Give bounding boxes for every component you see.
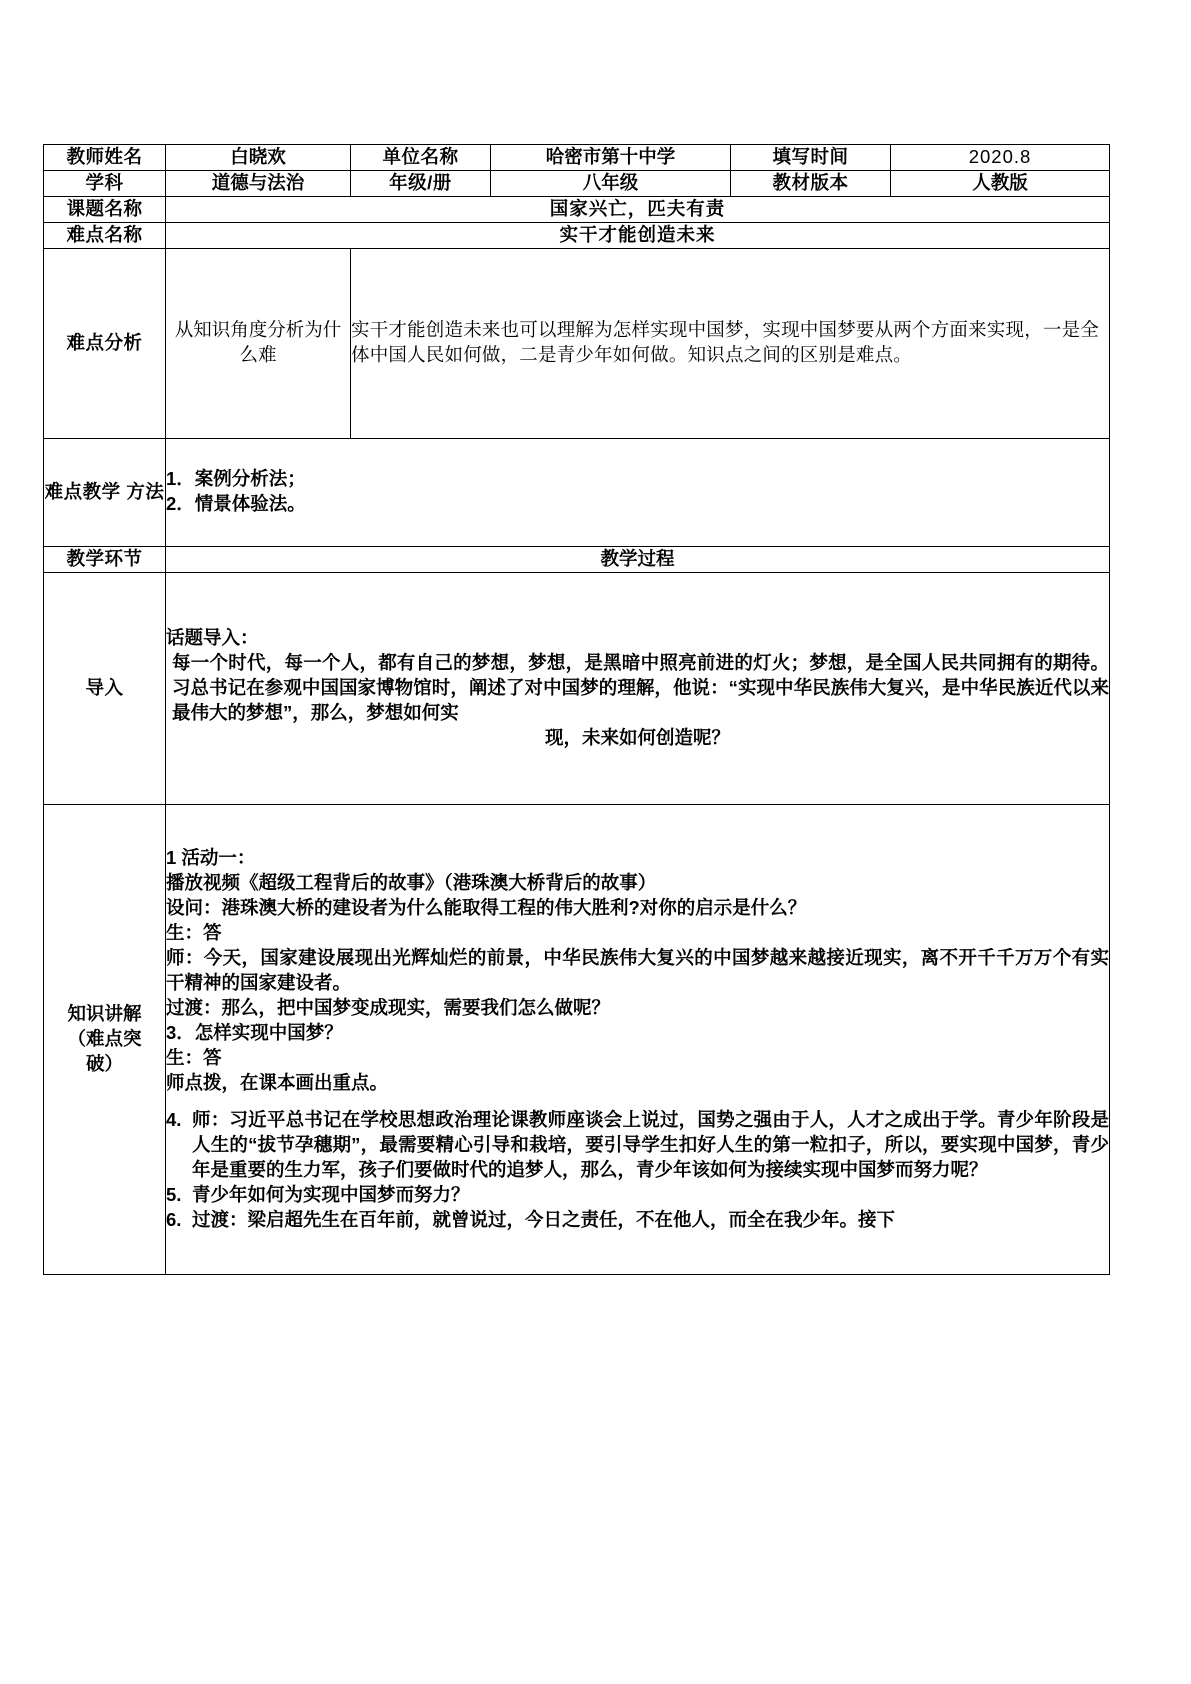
knowledge-label	[44, 804, 166, 1274]
topic-label: 课题名称	[44, 196, 166, 222]
table-row-teaching-method	[44, 438, 1110, 546]
teaching-method-label	[44, 438, 166, 546]
teaching-method-item-1: 1．案例分析法；	[166, 468, 306, 490]
knowledge-item-5-number: 5.	[166, 1183, 182, 1205]
knowledge-line-7: 生：答	[166, 1046, 222, 1068]
knowledge-line-3: 设问：港珠澳大桥的建设者为什么能取得工程的伟大胜利?对你的启示是什么？	[166, 897, 807, 919]
difficulty-analysis-sublabel: 从知识角度分析为什么难	[166, 248, 351, 438]
knowledge-item-5-text: 青少年如何为实现中国梦而努力？	[192, 1183, 470, 1205]
textbook-version-value: 人教版	[891, 170, 1110, 196]
knowledge-item-4-number: 4.	[166, 1108, 182, 1130]
knowledge-spacer	[166, 1096, 1109, 1108]
table-row-difficulty-name	[44, 222, 1110, 248]
teaching-method-body	[166, 438, 1110, 546]
difficulty-analysis-label: 难点分析	[44, 248, 166, 438]
knowledge-line-1: 1 活动一：	[166, 847, 256, 869]
knowledge-line-8: 师点拨，在课本画出重点。	[166, 1071, 389, 1093]
unit-name-label: 单位名称	[351, 145, 491, 171]
knowledge-label-line1: 知识讲解	[67, 1002, 142, 1024]
knowledge-label-line2: （难点突	[67, 1027, 142, 1049]
table-row-subject-info	[44, 170, 1110, 196]
process-header-value: 教学过程	[166, 546, 1110, 572]
subject-label: 学科	[44, 170, 166, 196]
knowledge-item-4-text: 师：习近平总书记在学校思想政治理论课教师座谈会上说过，国势之强由于人，人才之成出于学。青少年阶段是人生的“拔节孕穗期”，最需要精心引导和栽培，要引导学生扣好人生的第一粒扣子，所以，要实现中国梦，青少年是重要的生力军，孩子们要做时代的追梦人，那么，青少年该如何为接续实现中国梦而努力呢？	[192, 1108, 1109, 1180]
knowledge-line-5: 过渡：那么，把中国梦变成现实，需要我们怎么做呢？	[166, 996, 611, 1018]
knowledge-label-line3: 破）	[85, 1052, 123, 1074]
teaching-method-label-line1: 难点教学	[44, 480, 121, 502]
knowledge-item-6-text: 过渡：梁启超先生在百年前，就曾说过，今日之责任，不在他人，而全在我少年。接下	[192, 1208, 896, 1230]
introduction-text: 每一个时代，每一个人，都有自己的梦想，梦想，是黑暗中照亮前进的灯火；梦想，是全国人民共同拥有的期待。习总书记在参观中国国家博物馆时，阐述了对中国梦的理解，他说：“实现中华民族伟大复兴，是中华民族近代以来最伟大的梦想”，那么，梦想如何实	[172, 651, 1109, 723]
knowledge-line-6: 3．怎样实现中国梦？	[166, 1021, 343, 1043]
knowledge-body	[166, 804, 1110, 1274]
difficulty-name-value: 实干才能创造未来	[166, 222, 1110, 248]
lesson-plan-table	[43, 144, 1110, 1275]
knowledge-item-6-number: 6.	[166, 1208, 182, 1230]
knowledge-numbered-item-5	[166, 1183, 1109, 1208]
grade-value: 八年级	[491, 170, 731, 196]
table-row-process-header	[44, 546, 1110, 572]
knowledge-teacher-paragraph: 师：今天，国家建设展现出光辉灿烂的前景，中华民族伟大复兴的中国梦越来越接近现实，离不开千千万万个有实干精神的国家建设者。	[166, 946, 1109, 993]
lesson-plan-sheet	[43, 144, 1109, 1275]
topic-value: 国家兴亡，匹夫有责	[166, 196, 1110, 222]
table-row-introduction	[44, 572, 1110, 804]
knowledge-line-4: 生：答	[166, 921, 222, 943]
teaching-method-label-line2: 方法	[126, 480, 165, 502]
subject-value: 道德与法治	[166, 170, 351, 196]
table-row-topic	[44, 196, 1110, 222]
fill-date-label: 填写时间	[731, 145, 891, 171]
introduction-heading: 话题导入：	[166, 626, 259, 648]
introduction-body	[166, 572, 1110, 804]
textbook-version-label: 教材版本	[731, 170, 891, 196]
table-row-difficulty-analysis	[44, 248, 1110, 438]
teacher-name-label: 教师姓名	[44, 145, 166, 171]
grade-label: 年级/册	[351, 170, 491, 196]
knowledge-line-2: 播放视频《超级工程背后的故事》（港珠澳大桥背后的故事）	[166, 872, 657, 894]
unit-name-value: 哈密市第十中学	[491, 145, 731, 171]
knowledge-numbered-item-4	[166, 1108, 1109, 1183]
knowledge-numbered-item-6	[166, 1208, 1109, 1233]
introduction-text-tail: 现，未来如何创造呢？	[544, 726, 730, 748]
teacher-name-value: 白晓欢	[166, 145, 351, 171]
table-row-teacher-info	[44, 145, 1110, 171]
table-row-knowledge	[44, 804, 1110, 1274]
teaching-method-item-2: 2．情景体验法。	[166, 493, 306, 515]
difficulty-analysis-body: 实干才能创造未来也可以理解为怎样实现中国梦，实现中国梦要从两个方面来实现，一是全体中国人民如何做，二是青少年如何做。知识点之间的区别是难点。	[351, 248, 1110, 438]
difficulty-name-label: 难点名称	[44, 222, 166, 248]
fill-date-value: 2020.8	[891, 145, 1110, 171]
process-stage-label: 教学环节	[44, 546, 166, 572]
introduction-label: 导入	[44, 572, 166, 804]
